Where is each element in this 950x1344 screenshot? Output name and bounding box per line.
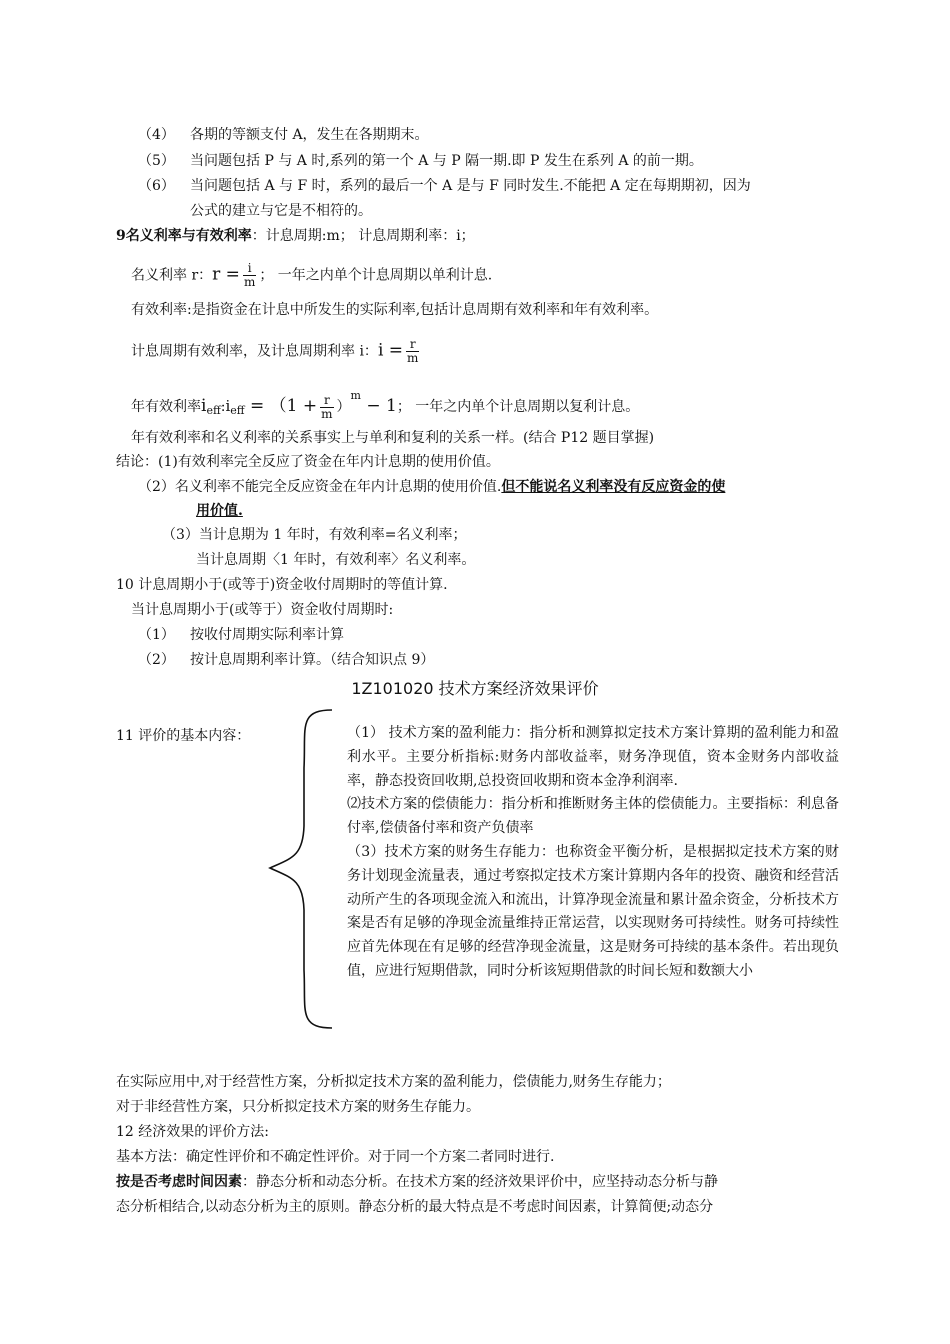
profitability-paragraph: （1） 技术方案的盈利能力：指分析和测算拟定技术方案计算期的盈利能力和盈利水平。主要分析指标:财务内部收益率，财务净现值，资本金财务内部收益率，静态投资回收期,总投资回收期和资本金净利润率. [347,725,839,789]
fraction: $\frac{i}{m}$ [243,261,256,289]
relation-note: 年有效利率和名义利率的关系事实上与单利和复利的关系一样。(结合 P12 题目掌握) [131,430,655,446]
conclusion-2: （2）名义利率不能完全反应资金在年内计息期的使用价值.但不能说名义利率没有反应资金的使 [138,479,726,495]
curly-brace [268,708,338,1030]
solvency-paragraph: ⑵技术方案的偿债能力：指分析和推断财务主体的偿债能力。主要指标：利息备付率,偿债备付率和资产负债率 [347,796,839,837]
list-item: （2） 按计息周期利率计算。（结合知识点 9） [138,652,435,668]
item-text-continued: 公式的建立与它是不相符的。 [190,203,372,219]
section-10-title: 10 计息周期小于(或等于)资金收付周期时的等值计算. [116,577,448,593]
basic-methods: 基本方法：确定性评价和不确定性评价。对于同一个方案二者同时进行. [116,1149,555,1165]
section-9-title: 9名义利率与有效利率：计息周期:m； 计息周期利率：i； [116,228,475,244]
fraction: $\frac{r}{m}$ [407,337,419,365]
time-factor-continued: 态分析相结合,以动态分析为主的原则。静态分析的最大特点是不考虑时间因素，计算简便;动态分 [116,1199,714,1215]
period-rate-formula: 计息周期有效利率，及计息周期利率 i：i = $\frac{r}{m}$ [131,337,419,365]
item-text: 当问题包括 A 与 F 时，系列的最后一个 A 是与 F 同时发生.不能把 A 定在每期期初，因为 [190,178,751,194]
section-title-bold: 名义利率与有效利率 [125,228,252,244]
list-item [138,151,703,171]
item-text: 当问题包括 P 与 A 时,系列的第一个 A 与 P 隔一期.即 P 发生在系列 A 的前一期。 [190,153,703,169]
application-note-1: 在实际应用中,对于经营性方案，分析拟定技术方案的盈利能力，偿债能力,财务生存能力； [116,1074,671,1090]
item-text: 各期的等额支付 A，发生在各期期末。 [190,127,429,143]
annual-rate-formula: 年有效利率$i_{eff}:i_{eff} = (1$ + $\frac{r}{m}$ ）$^m$ − 1； 一年之内单个计息周期以复利计息。 [131,389,640,421]
section-11-label: 11 评价的基本内容： [116,728,251,744]
item-number: （6） [138,178,175,194]
list-item [138,125,429,145]
section-12-title: 12 经济效果的评价方法: [116,1124,269,1140]
conclusion-2-continued: 用价值. [196,503,243,519]
fraction: $\frac{r}{m}$ [321,392,333,421]
nominal-rate-formula: 名义利率 r：r = $\frac{i}{m}$ ； 一年之内单个计息周期以单利计息. [131,261,493,289]
emphasis-text: 但不能说名义利率没有反应资金的使 [501,479,726,495]
list-item: （1） 按收付周期实际利率计算 [138,627,344,643]
item-number: （4） [138,127,175,143]
application-note-2: 对于非经营性方案，只分析拟定技术方案的财务生存能力。 [116,1099,480,1115]
conclusion-1: 结论：(1)有效利率完全反应了资金在年内计息期的使用价值。 [116,454,500,470]
conclusion-3: （3）当计息期为 1 年时，有效利率=名义利率； [162,527,467,543]
chapter-heading: 1Z101020 技术方案经济效果评价 [351,679,599,698]
evaluation-content-block [347,722,839,984]
list-item [138,176,751,196]
time-factor-methods: 按是否考虑时间因素：静态分析和动态分析。在技术方案的经济效果评价中，应坚持动态分析与静 [116,1174,718,1190]
item-number: （5） [138,153,175,169]
conclusion-3-continued: 当计息周期〈1 年时，有效利率〉名义利率。 [196,552,476,568]
effective-rate-definition: 有效利率:是指资金在计息中所发生的实际利率,包括计息周期有效利率和年有效利率。 [131,302,659,318]
section-10-intro: 当计息周期小于(或等于）资金收付周期时: [131,602,394,618]
survival-paragraph: （3）技术方案的财务生存能力：也称资金平衡分析，是根据拟定技术方案的财务计划现金流量表，通过考察拟定技术方案计算期内各年的投资、融资和经营活动所产生的各项现金流入和流出，计算净现金流量和累计盈余资金，分析技术方案是否有足够的净现金流量维持正常运营，以实现财务可持续性。财务可持续性应首先体现在有足够的经营净现金流量，这是财务可持续的基本条件。若出现负值，应进行短期借款，同时分析该短期借款的时间长短和数额大小 [347,843,839,979]
